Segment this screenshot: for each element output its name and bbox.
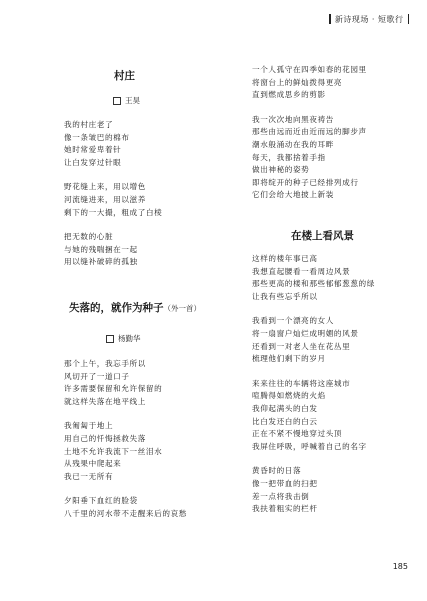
poem-line: 野花缝上来，用以增色 (64, 182, 146, 192)
poem-line: 她时常爱卑着针 (64, 145, 122, 155)
poem-line: 我扶着粗实的栏杆 (252, 504, 318, 514)
poem-line: 我仰起满头的白发 (252, 404, 318, 413)
poem2-title-text: 失落的，就作为种子 (69, 302, 164, 314)
poem-line: 将窗台上的鲜灿拨得更亮 (252, 77, 343, 87)
author-box-icon (113, 97, 121, 105)
poem-line: 风切开了一道口子 (64, 371, 130, 381)
poem-line: 八千里的河水带不走醒来后的哀愁 (64, 509, 187, 518)
poem-line: 黄昏时的日落 (252, 466, 302, 476)
poem-line: 我看到一个漂亮的女人 (252, 316, 334, 326)
poem-line: 像一条皱巴的棉布 (64, 132, 130, 142)
poem-line: 从残果中爬起来 (64, 459, 122, 469)
poem2-title (69, 300, 201, 315)
poem-line: 夕阳垂下血红的脸袋 (64, 496, 138, 506)
poem-line: 河流缝进来，用以滋养 (64, 195, 146, 204)
poem-line: 我一次次地向黑夜祷告 (252, 114, 334, 124)
poem3-title: 在楼上看风景 (291, 230, 354, 242)
poem1-author (113, 95, 140, 106)
poem-line: 我已一无所有 (64, 471, 114, 481)
poem1-title: 村庄 (114, 70, 135, 82)
poem2-author (106, 333, 141, 344)
section-header (325, 11, 413, 27)
poem-line: 与她的残喘捆在一起 (64, 244, 138, 254)
poem-line: 像一把带血的扫把 (252, 479, 318, 488)
poem2-author-name: 杨勤华 (118, 334, 141, 343)
poem-line: 来来往往的车辆将这座城市 (252, 378, 351, 388)
poem-line: 梳理他们剩下的岁月 (252, 354, 326, 364)
poem-line: 这样的楼年事已高 (252, 254, 318, 263)
author-box-icon (106, 335, 114, 343)
poem-line: 让白发穿过针眼 (64, 157, 122, 167)
poem-line: 土地不允许我流下一丝泪水 (64, 446, 163, 456)
poem-line: 直到燃成思乡的剪影 (252, 90, 326, 100)
poem-line: 潮水般涌动在我的耳畔 (252, 140, 334, 149)
poem-line: 差一点将我击倒 (252, 491, 310, 501)
poem-line: 那些更高的楼和那些郁郁葱葱的绿 (252, 279, 375, 289)
poem-line: 我匍匐于地上 (64, 421, 114, 431)
poem-line: 把无数的心脏 (64, 232, 114, 242)
poem-line: 每天，我都捨着手指 (252, 152, 326, 162)
poem-line: 我的村庄老了 (64, 120, 114, 129)
poem-line: 正在不紧不慢地穿过头顶 (252, 429, 343, 439)
poem-line: 即将绽开的种子已经排列成行 (252, 177, 359, 187)
poem-line: 比白发还白的白云 (252, 416, 318, 426)
poem-line: 那些由远而近由近而远的脚步声 (252, 127, 367, 137)
poem-line: 剩下的一大撮，粗成了白棱 (64, 207, 163, 217)
poem-line: 一个人孤守在四季如春的花园里 (252, 65, 367, 74)
section-title: 新诗现场 · 短歌行 (334, 14, 404, 24)
poem-line: 喧腾得如燃烧的火焰 (252, 391, 326, 401)
poem-line: 它们会给大地披上新装 (252, 190, 334, 200)
poem-line: 许多需要保留和允许保留的 (64, 384, 163, 394)
poem-line: 将一扇窗户灿烂成明媚的风景 (252, 329, 359, 338)
poem-line: 做出神秘的姿势 (252, 165, 310, 175)
poem-line: 让我有些忘乎所以 (252, 291, 318, 301)
poem-line: 还看到一对老人坐在花丛里 (252, 341, 351, 351)
poem-line: 我屏住呼吸，呼喊着自己的名字 (252, 441, 367, 451)
page-number: 185 (392, 562, 408, 571)
header-bar-left (329, 14, 331, 24)
poem-line: 那个上午，我忘手所以 (64, 359, 146, 368)
poem1-author-name: 王昊 (125, 96, 140, 105)
poem-line: 用以缝补破碎的孤独 (64, 257, 138, 267)
poem-line: 就这样失落在地平线上 (64, 396, 146, 406)
poem-line: 用自己的忏悔拯救失落 (64, 434, 146, 443)
header-bar-right (408, 14, 410, 24)
poem2-subtitle: （外一首） (163, 304, 201, 313)
poem-line: 我想直起腰看一看周边风景 (252, 266, 351, 276)
